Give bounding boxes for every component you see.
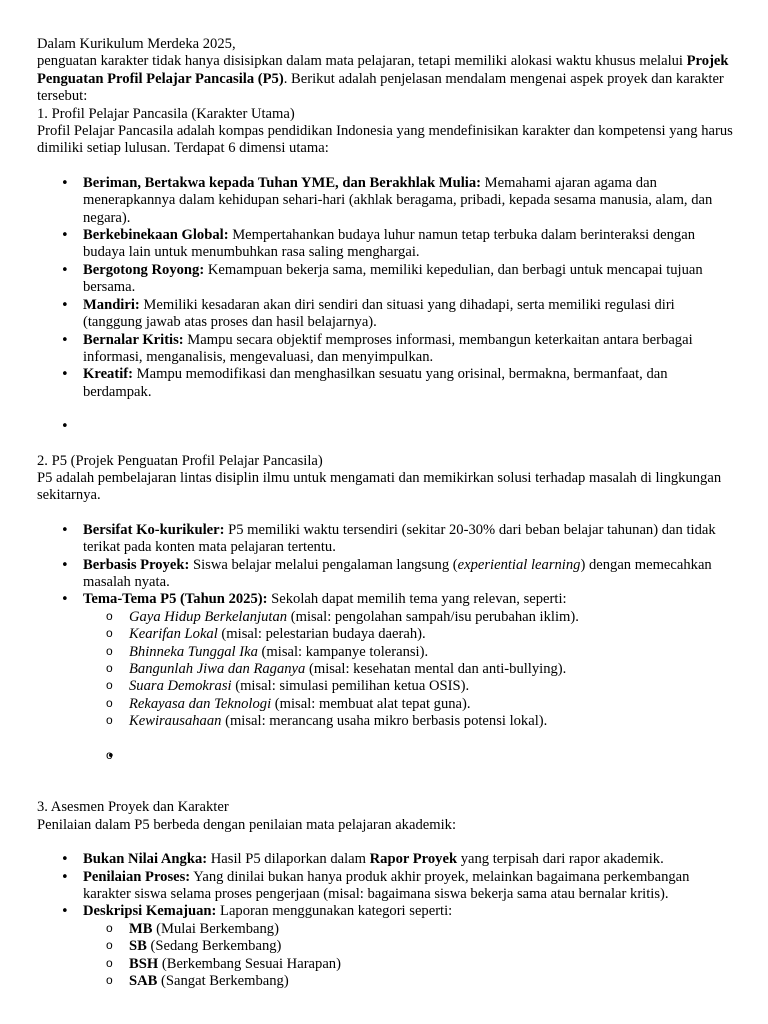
sub-list-item [129,938,737,955]
intro-line: Dalam Kurikulum Merdeka 2025, [37,36,236,52]
intro-text: penguatan karakter tidak hanya disisipkan dalam mata pelajaran, tetapi memiliki alokasi waktu khusus melalui [37,53,687,70]
theme-name: Kearifan Lokal [129,626,218,643]
theme-name: Kewirausahaan [129,713,222,730]
item-term: Berbasis Proyek: [83,556,190,573]
item-term: Bernalar Kritis: [83,331,184,348]
theme-name: Rekayasa dan Teknologi [129,695,272,712]
category-list [129,921,737,991]
theme-example: (misal: kesehatan mental dan anti-bullying). [305,660,567,677]
dimension-list [83,175,737,436]
category-label: (Sangat Berkembang) [157,973,289,990]
item-text: Hasil P5 dilaporkan dalam [207,851,370,868]
sub-list-item [129,973,737,990]
item-text: Kemampuan bekerja sama, memiliki kepedulian, dan berbagi untuk mencapai tujuan bersama. [83,261,703,296]
empty-list-item [83,418,737,435]
item-text-end: yang terpisah dari rapor akademik. [457,851,664,868]
item-text: Mampu memodifikasi dan menghasilkan sesuatu yang orisinal, bermakna, bermanfaat, dan berdampak. [83,366,668,400]
section-3-heading: 3. Asesmen Proyek dan Karakter [37,799,229,816]
item-term: Mandiri: [83,296,140,313]
sub-list-item [129,609,737,626]
sub-list-item [129,661,737,678]
item-term: Bergotong Royong: [83,261,205,278]
sub-list-item [129,921,737,938]
category-code: SAB [129,973,158,990]
theme-name: Suara Demokrasi [129,678,232,695]
item-term: Deskripsi Kemajuan: [83,903,217,920]
category-code: SB [129,938,147,955]
list-item [83,262,737,297]
theme-example: (misal: merancang usaha mikro berbasis potensi lokal). [221,713,548,730]
item-text: Sekolah dapat memilih tema yang relevan, seperti: [267,591,567,608]
list-item [83,591,737,730]
list-item [83,332,737,367]
list-item [83,366,737,401]
item-term: Kreatif: [83,366,133,383]
sub-list-item [129,644,737,661]
item-term: Bersifat Ko-kurikuler: [83,521,225,538]
sub-list-item [129,626,737,643]
item-text: Memiliki kesadaran akan diri sendiri dan situasi yang dihadapi, serta memiliki regulasi diri (tanggung jawab atas proses dan hasil belajarnya). [83,296,675,331]
empty-nested-list [129,748,737,765]
item-text: Yang dinilai bukan hanya produk akhir proyek, melainkan bagaimana perkembangan karakter siswa selama proses pengerjaan (misal: bagaimana siswa bekerja sama atau bernalar kritis). [83,868,690,903]
item-text-end: ) dengan memecahkan masalah nyata. [83,556,712,590]
item-bold-term: Rapor Proyek [369,851,458,868]
item-term: Berkebinekaan Global: [83,227,229,244]
section-1-paragraph: Profil Pelajar Pancasila adalah kompas pendidikan Indonesia yang mendefinisikan karakter dan kompetensi yang harus dimiliki setiap lulusan. Terdapat 6 dimensi utama: [37,123,733,157]
empty-sub-list-item [129,748,737,765]
spacer [37,436,737,453]
list-item [83,227,737,262]
theme-example: (misal: membuat alat tepat guna). [271,695,471,712]
intro-bold-term: Projek Penguatan Profil Pelajar Pancasila (P5) [37,53,729,87]
theme-example: (misal: kampanye toleransi). [257,643,429,660]
list-item [83,557,737,592]
list-item [83,903,737,990]
section-3-paragraph: Penilaian dalam P5 berbeda dengan penilaian mata pelajaran akademik: [37,816,456,833]
intro-text-end: . Berikut adalah penjelasan mendalam mengenai aspek proyek dan karakter tersebut: [37,70,724,105]
empty-list-item [129,748,737,765]
theme-name: Gaya Hidup Berkelanjutan [129,608,288,625]
list-item [83,297,737,332]
category-code: BSH [129,955,159,972]
theme-list [129,609,737,731]
list-item [83,869,737,904]
list-item [83,522,737,557]
item-term: Tema-Tema P5 (Tahun 2025): [83,591,268,608]
list-item [83,175,737,227]
item-text: Memahami ajaran agama dan menerapkannya dalam kehidupan sehari-hari (akhlak beragama, pribadi, kepada sesama manusia, alam, dan negara). [83,174,713,226]
sub-list-item [129,678,737,695]
item-term: Bukan Nilai Angka: [83,851,208,868]
item-text: Mampu secara objektif memproses informasi, membangun keterkaitan antara berbagai informasi, menganalisis, mengevaluasi, dan menyimpulkan. [83,331,693,365]
item-text: Laporan menggunakan kategori seperti: [216,903,453,920]
theme-example: (misal: pengolahan sampah/isu perubahan iklim). [287,608,579,625]
item-text: Mempertahankan budaya luhur namun tetap terbuka dalam berinteraksi dengan budaya lain untuk menumbuhkan rasa saling menghargai. [83,227,695,261]
assessment-list [83,851,737,990]
section-1-heading: 1. Profil Pelajar Pancasila (Karakter Utama) [37,105,295,122]
empty-sub-list [129,748,737,765]
category-label: (Berkembang Sesuai Harapan) [158,955,341,972]
list-item [83,851,737,868]
intro-paragraph [37,53,737,105]
sub-list-item [129,713,737,730]
item-term: Beriman, Bertakwa kepada Tuhan YME, dan Berakhlak Mulia: [83,174,482,191]
item-text: Siswa belajar melalui pengalaman langsung ( [189,556,458,573]
item-text: P5 memiliki waktu tersendiri (sekitar 20-30% dari beban belajar tahunan) dan tidak terikat pada konten mata pelajaran tertentu. [83,521,716,556]
theme-name: Bhinneka Tunggal Ika [129,643,258,660]
sub-list-item [129,956,737,973]
category-label: (Mulai Berkembang) [152,920,279,937]
category-code: MB [129,920,153,937]
section-2-heading: 2. P5 (Projek Penguatan Profil Pelajar Pancasila) [37,452,323,469]
p5-list [83,522,737,731]
theme-name: Bangunlah Jiwa dan Raganya [129,660,306,677]
spacer [37,765,737,799]
category-label: (Sedang Berkembang) [146,938,282,955]
theme-example: (misal: simulasi pemilihan ketua OSIS). [231,678,470,695]
document-page [37,36,737,990]
item-italic-term: experiential learning [457,556,581,573]
item-term: Penilaian Proses: [83,868,191,885]
sub-list-item [129,696,737,713]
theme-example: (misal: pelestarian budaya daerah). [217,626,426,643]
section-2-paragraph: P5 adalah pembelajaran lintas disiplin ilmu untuk mengamati dan memikirkan solusi terhadap masalah di lingkungan sekitarnya. [37,469,722,504]
